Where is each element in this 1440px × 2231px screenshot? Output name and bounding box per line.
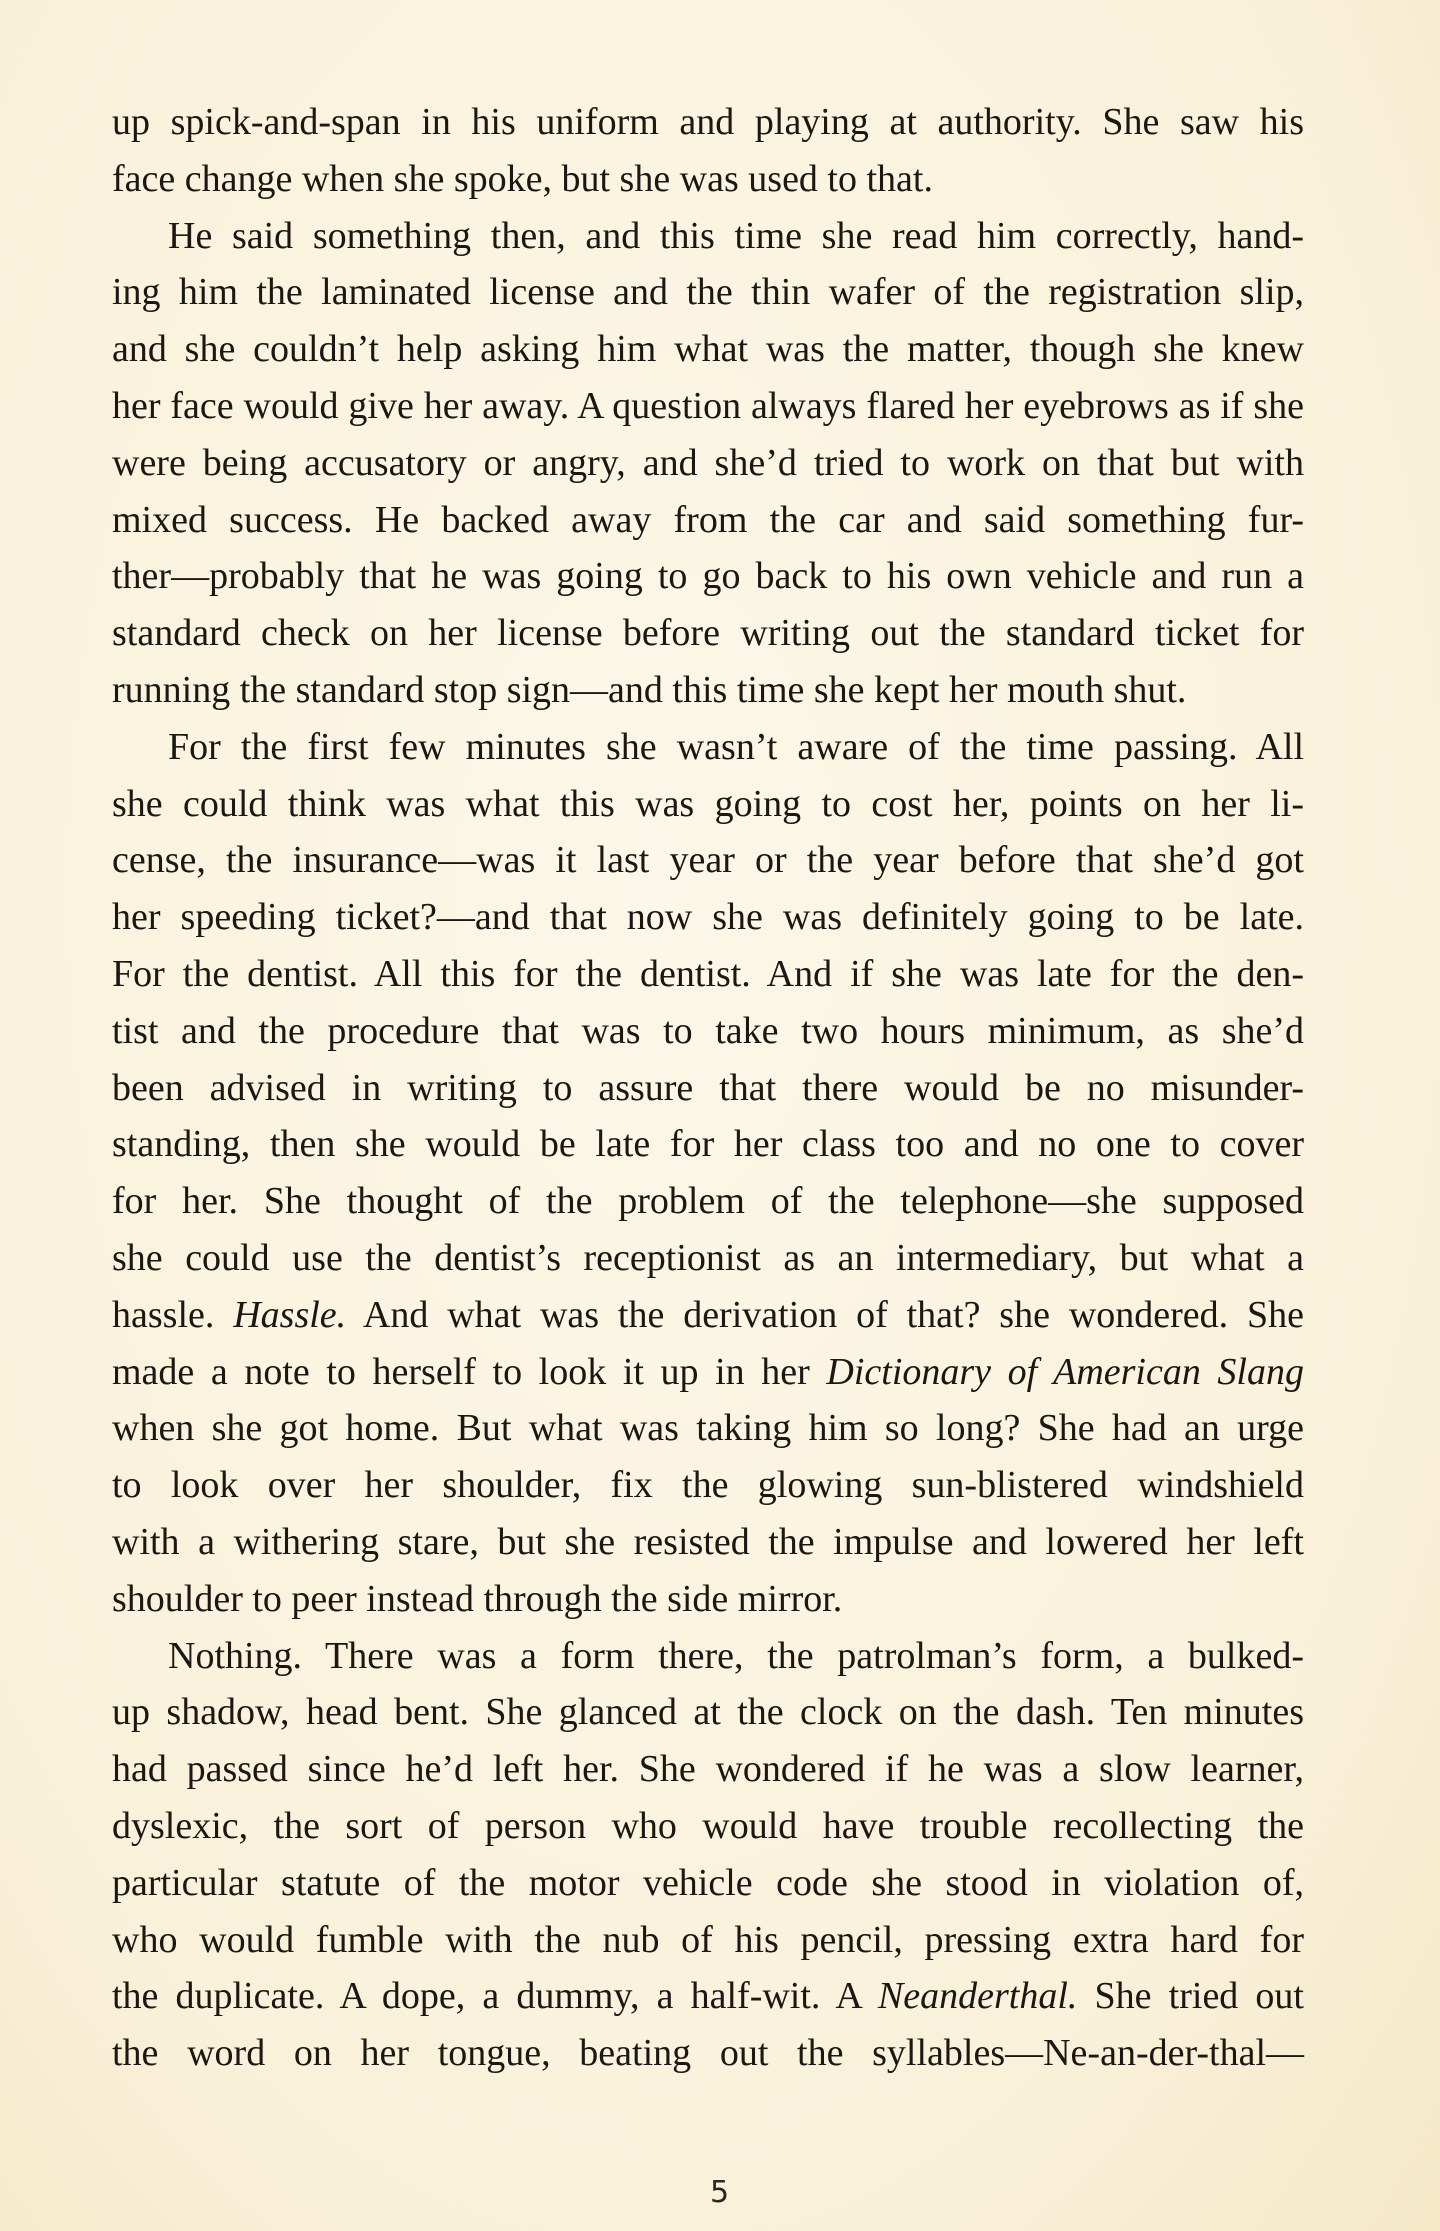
text-line: Nothing. There was a form there, the patrolman’s form, a bulked- — [168, 1634, 1304, 1677]
body-text — [112, 94, 1304, 2082]
text-line: the word on her tongue, beating out the syllables—Ne-an-der-thal— — [112, 2032, 1304, 2075]
text-line: and she couldn’t help asking him what was the matter, though she knew — [112, 328, 1304, 371]
text-line: tist and the procedure that was to take two hours minimum, as she’d — [112, 1009, 1304, 1052]
text-line: been advised in writing to assure that there would be no misunder- — [112, 1066, 1304, 1109]
text-line: face change when she spoke, but she was used to that. — [112, 157, 933, 200]
text-line: dyslexic, the sort of person who would have trouble recollecting the — [112, 1804, 1304, 1847]
text-line: who would fumble with the nub of his pencil, pressing extra hard for — [112, 1918, 1304, 1961]
text-line: mixed success. He backed away from the car and said something fur- — [112, 498, 1304, 541]
text-line: up shadow, head bent. She glanced at the clock on the dash. Ten minutes — [112, 1691, 1304, 1734]
text-line: up spick-and-span in his uniform and playing at authority. She saw his — [112, 101, 1304, 143]
text-line: her speeding ticket?—and that now she was definitely going to be late. — [112, 896, 1304, 939]
text-line: with a withering stare, but she resisted the impulse and lowered her left — [112, 1520, 1304, 1563]
text-line: the duplicate. A dope, a dummy, a half-wit. A Neanderthal. She tried out — [112, 1975, 1304, 2018]
text-line: particular statute of the motor vehicle code she stood in violation of, — [112, 1861, 1304, 1904]
text-line: to look over her shoulder, fix the glowing sun-blistered windshield — [112, 1464, 1304, 1507]
text-line: were being accusatory or angry, and she’d tried to work on that but with — [112, 441, 1304, 484]
text-line: cense, the insurance—was it last year or the year before that she’d got — [112, 839, 1304, 882]
text-line: For the dentist. All this for the dentist. And if she was late for the den- — [112, 952, 1304, 995]
text-line: ther—probably that he was going to go back to his own vehicle and run a — [112, 555, 1304, 598]
text-line: standard check on her license before writing out the standard ticket for — [112, 612, 1304, 655]
text-line: her face would give her away. A question always flared her eyebrows as if she — [112, 384, 1304, 427]
page-number: 5 — [709, 2175, 731, 2210]
text-line: He said something then, and this time she read him correctly, hand- — [168, 214, 1304, 257]
text-line: when she got home. But what was taking him so long? She had an urge — [112, 1407, 1304, 1450]
text-line: ing him the laminated license and the thin wafer of the registration slip, — [112, 271, 1304, 314]
text-line: standing, then she would be late for her class too and no one to cover — [112, 1123, 1304, 1166]
text-line: shoulder to peer instead through the side mirror. — [112, 1577, 843, 1620]
text-line: hassle. Hassle. And what was the derivation of that? she wondered. She — [112, 1293, 1305, 1336]
text-line: For the first few minutes she wasn’t aware of the time passing. All — [168, 725, 1304, 768]
text-line: had passed since he’d left her. She wondered if he was a slow learner, — [112, 1748, 1304, 1791]
text-line: she could use the dentist’s receptionist as an intermediary, but what a — [112, 1236, 1304, 1279]
text-line: made a note to herself to look it up in her Dictionary of American Slang — [112, 1350, 1304, 1393]
text-line: she could think was what this was going to cost her, points on her li- — [112, 782, 1304, 825]
text-line: running the standard stop sign—and this time she kept her mouth shut. — [112, 668, 1187, 711]
text-line: for her. She thought of the problem of the telephone—she supposed — [112, 1180, 1304, 1223]
